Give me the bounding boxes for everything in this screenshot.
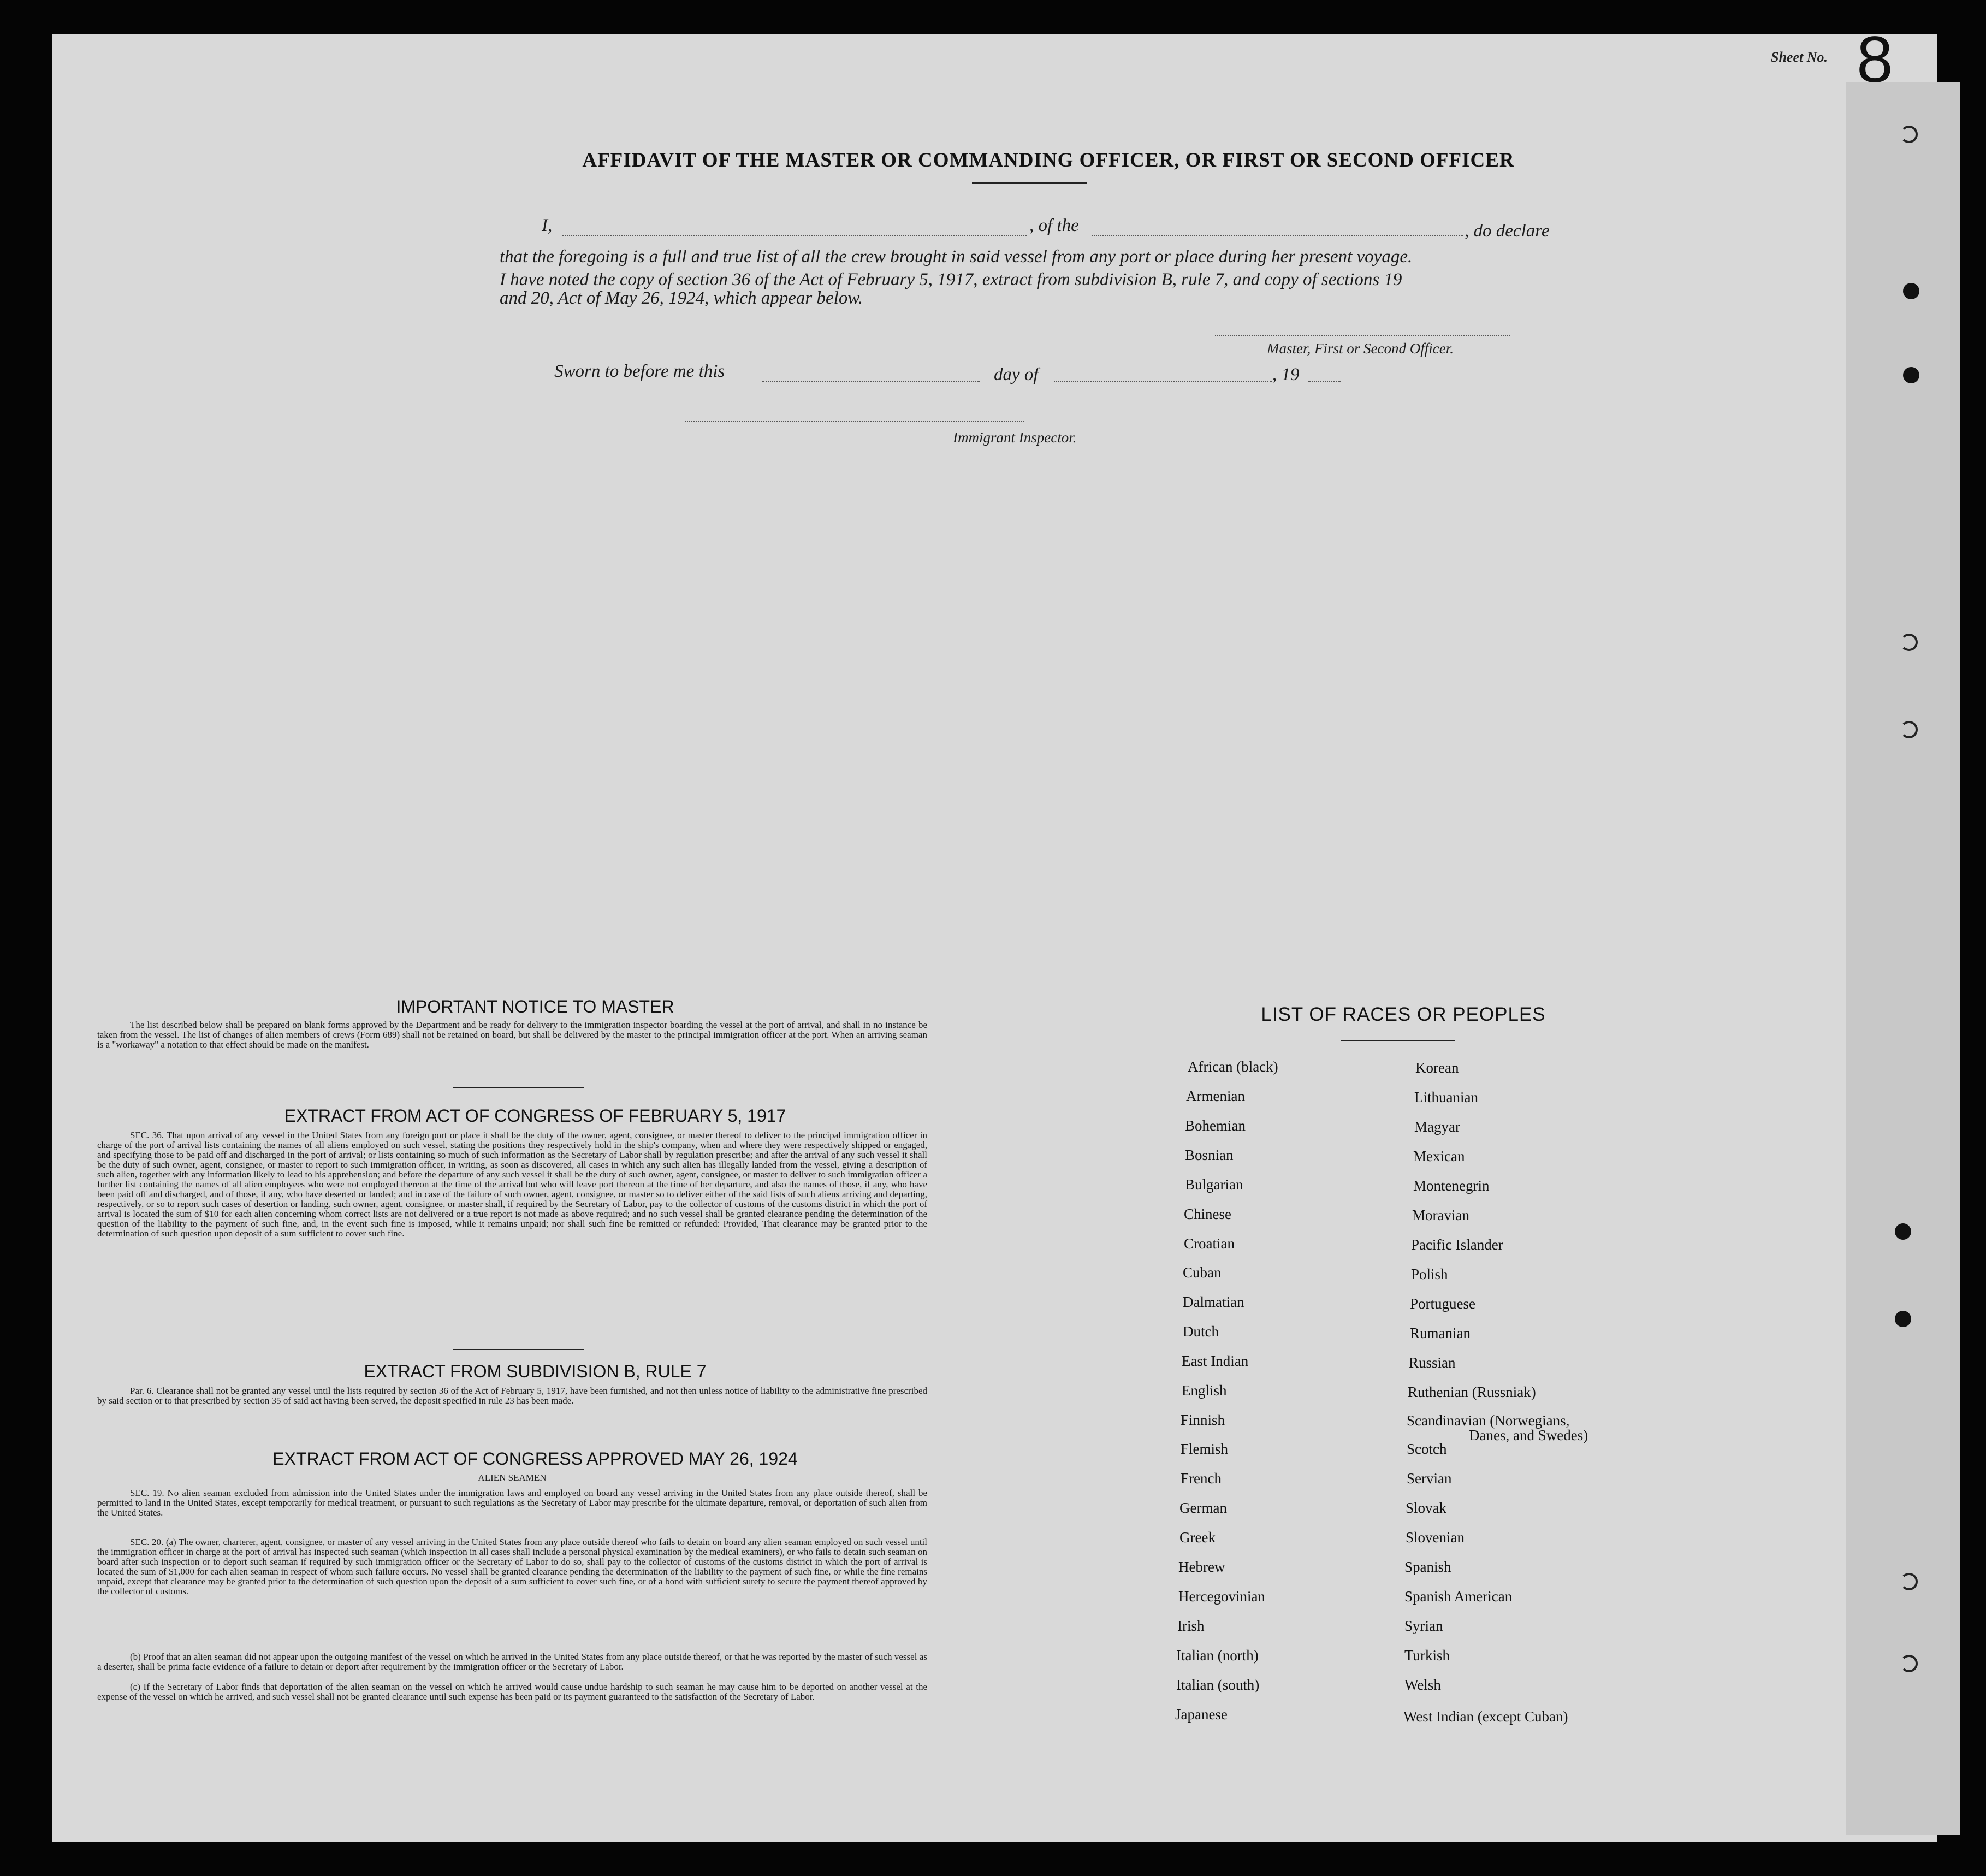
extract-1917-title: EXTRACT FROM ACT OF CONGRESS OF FEBRUARY 5, 1917 (284, 1106, 786, 1126)
race-item: Chinese (1184, 1206, 1231, 1222)
race-item: African (black) (1188, 1058, 1278, 1075)
race-item: German (1179, 1500, 1227, 1516)
affidavit-do-declare: , do declare (1465, 221, 1550, 241)
race-item: Mexican (1413, 1148, 1465, 1164)
race-item: Flemish (1181, 1441, 1229, 1457)
divider (453, 1087, 584, 1088)
race-item: Greek (1179, 1529, 1216, 1546)
race-item: Turkish (1404, 1647, 1450, 1664)
race-item: Dalmatian (1183, 1294, 1244, 1310)
punch-hole-icon (1903, 283, 1919, 299)
race-item: Bohemian (1185, 1117, 1246, 1134)
race-item: Polish (1411, 1266, 1448, 1282)
affidavit-of-the: , of the (1029, 216, 1079, 235)
race-item: Scotch (1407, 1441, 1447, 1457)
sworn-day-field[interactable] (762, 380, 980, 382)
race-item: French (1181, 1470, 1222, 1487)
affidavit-i: I, (542, 216, 553, 235)
race-item: Danes, and Swedes) (1469, 1427, 1588, 1443)
race-item: Russian (1409, 1354, 1456, 1371)
race-item: English (1182, 1382, 1227, 1399)
master-name-field[interactable] (562, 234, 1027, 236)
sworn-month-field[interactable] (1054, 380, 1272, 382)
punch-hole-icon (1895, 1311, 1911, 1327)
signature-label: Master, First or Second Officer. (1267, 340, 1454, 357)
sheet-number-value: 8 (1857, 23, 1893, 96)
extract-1924-title: EXTRACT FROM ACT OF CONGRESS APPROVED MAY 26, 1924 (272, 1449, 798, 1469)
race-item: Montenegrin (1413, 1177, 1490, 1194)
bleed-through-area (1201, 437, 1911, 1420)
race-item: Rumanian (1410, 1325, 1471, 1341)
signature-field[interactable] (1215, 334, 1510, 336)
sec-20a-body: SEC. 20. (a) The owner, charterer, agent, consignee, or master of any vessel arriving in the United States from any place outside thereof who fails to detain on board any alien seaman employed on such vessel until the immigration officer in charge at the port of arrival has inspected such seaman (which inspection in all cases shall include a personal physical examination by the medical examiners), or who fails to detain such seaman on board after such inspection or to deport such seaman if required by such immigration officer or the Secretary of Labor to do so, shall pay to the collector of customs of the customs district in which the port of arrival is located the sum of $1,000 for each alien seaman in respect of whom such failure occurs. No vessel shall be granted clearance pending the determination of the liability to the payment of such fine, or while the fine remains unpaid, except that clearance may be granted prior to the determination of such question upon the deposit of a sum sufficient to cover such fine, or of a bond with sufficient surety to secure the payment thereof approved by the collector of customs. (97, 1537, 927, 1596)
day-of-label: day of (994, 365, 1039, 384)
race-item: Bulgarian (1185, 1176, 1243, 1193)
race-item: Hebrew (1178, 1559, 1225, 1575)
race-item: Portuguese (1410, 1295, 1475, 1312)
punch-hole-icon (1900, 1573, 1918, 1590)
race-item: Ruthenian (Russniak) (1408, 1384, 1536, 1400)
affidavit-line-2: that the foregoing is a full and true list of all the crew brought in said vessel from any port or place during her present voyage. (500, 247, 1413, 267)
race-item: Cuban (1183, 1264, 1222, 1281)
race-item: Syrian (1404, 1618, 1443, 1634)
punch-hole-icon (1900, 126, 1918, 143)
race-item: Spanish (1404, 1559, 1451, 1575)
extract-1917-body: SEC. 36. That upon arrival of any vessel in the United States from any foreign port or place it shall be the duty of the owner, agent, consignee, or master thereof to deliver to the principal immigration officer in charge of the port of arrival lists containing the names of all aliens employed on such vessel, stating the positions they respectively hold in the ship's company, when and where they were respectively shipped or engaged, and specifying those to be paid off and discharged in the port of arrival; or lists containing so much of such information as the Secretary of Labor shall by regulation prescribe; and after the arrival of any such vessel it shall be the duty of such owner, agent, consignee, or master to report to such immigration officer, in writing, as soon as discovered, all cases in which any such alien has illegally landed from the vessel, giving a description of such alien, together with any information likely to lead to his apprehension; and before the departure of any such vessel it shall be the duty of such owner, agent, consignee, or master to deliver to such immigration officer a further list containing the names of all alien employees who were not employed thereon at the time of the arrival but who will leave port thereon at the time of her departure, and also the names of those, if any, who have been paid off and discharged, and of those, if any, who have deserted or landed; and in case of the failure of such owner, agent, consignee, or master so to deliver either of the said lists of such aliens arriving and departing, respectively, or so to report such cases of desertion or landing, such owner, agent, consignee, or master shall, if required by the Secretary of Labor, pay to the collector of customs of the customs district in which the port of arrival is located the sum of $10 for each alien concerning whom correct lists are not delivered or a true report is not made as above required; and no such vessel shall be granted clearance pending the determination of the question of the liability to the payment of such fine, and, in the event such fine is imposed, while it remains unpaid; nor shall such fine be remitted or refunded: Provided, That clearance may be granted prior to the determination of such question upon deposit of a sum sufficient to cover such fine. (97, 1130, 927, 1239)
race-item: Slovak (1406, 1500, 1447, 1516)
sworn-year-field[interactable] (1308, 380, 1341, 382)
punch-hole-icon (1900, 721, 1918, 738)
affidavit-title: AFFIDAVIT OF THE MASTER OR COMMANDING OFFICER, OR FIRST OR SECOND OFFICER (582, 149, 1515, 171)
divider (453, 1349, 584, 1350)
race-item: Spanish American (1404, 1588, 1513, 1605)
sec-19-body: SEC. 19. No alien seaman excluded from admission into the United States under the immigration laws and employed on board any vessel arriving in the United States from any place outside thereof, shall be permitted to land in the United States, except temporarily for medical treatment, or pursuant to such regulations as the Secretary of Labor may prescribe for the ultimate departure, removal, or deportation of such alien from the United States. (97, 1488, 927, 1518)
inspector-signature-field[interactable] (685, 419, 1024, 422)
race-item: Scandinavian (Norwegians, (1407, 1412, 1570, 1429)
punch-hole-icon (1900, 1655, 1918, 1672)
subdivision-b-body: Par. 6. Clearance shall not be granted any vessel until the lists required by section 36 of the Act of February 5, 1917, have been furnished, and not then unless notice of liability to the administrative fine prescribed by said section or to that prescribed by section 35 of said act having been served, the deposit specified in rule 23 has been made. (97, 1386, 927, 1406)
subdivision-b-title: EXTRACT FROM SUBDIVISION B, RULE 7 (364, 1362, 707, 1381)
sheet-number-label: Sheet No. (1771, 49, 1828, 65)
race-item: Italian (south) (1176, 1677, 1260, 1693)
punch-hole-icon (1895, 1223, 1911, 1240)
race-item: Irish (1177, 1618, 1205, 1634)
race-item: Slovenian (1406, 1529, 1465, 1546)
sworn-label: Sworn to before me this (554, 362, 725, 381)
divider (1341, 1040, 1455, 1041)
races-title: LIST OF RACES OR PEOPLES (1261, 1004, 1546, 1025)
race-item: Korean (1415, 1060, 1459, 1076)
affidavit-line-4: and 20, Act of May 26, 1924, which appear below. (500, 288, 863, 308)
notice-title: IMPORTANT NOTICE TO MASTER (396, 997, 674, 1016)
race-item: Lithuanian (1414, 1089, 1478, 1105)
race-item: Dutch (1183, 1323, 1219, 1340)
race-item: East Indian (1182, 1353, 1249, 1369)
affidavit-line-3: I have noted the copy of section 36 of the Act of February 5, 1917, extract from subdivision B, rule 7, and copy of sections 19 (500, 270, 1402, 289)
race-item: Japanese (1175, 1706, 1228, 1723)
race-item: Hercegovinian (1178, 1588, 1265, 1605)
race-item: Croatian (1184, 1235, 1235, 1252)
year-label: , 19 (1272, 365, 1300, 384)
inspector-label: Immigrant Inspector. (953, 429, 1077, 446)
race-item: Italian (north) (1176, 1647, 1259, 1664)
race-item: Servian (1407, 1470, 1452, 1487)
punch-hole-icon (1900, 634, 1918, 651)
race-item: Magyar (1414, 1119, 1460, 1135)
title-underline (972, 182, 1087, 184)
sec-20c-body: (c) If the Secretary of Labor finds that deportation of the alien seaman on the vessel on which he arrived would cause undue hardship to such seaman he may cause him to be deported on another vessel at the expense of the vessel on which he arrived, and such vessel shall not be granted clearance until such expense has been paid or its payment guaranteed to the satisfaction of the Secretary of Labor. (97, 1682, 927, 1702)
alien-seamen-subtitle: ALIEN SEAMEN (478, 1472, 547, 1483)
race-item: Moravian (1412, 1207, 1469, 1223)
race-item: West Indian (except Cuban) (1403, 1708, 1568, 1725)
notice-body: The list described below shall be prepared on blank forms approved by the Department and be ready for delivery to the immigration inspector boarding the vessel at the port of arrival, and shall in no instance be taken from the vessel. The list of changes of alien members of crews (Form 689) shall not be retained on board, but shall be delivered by the master to the principal immigration officer at the port. When an arriving seaman is a "workaway" a notation to that effect should be made on the manifest. (97, 1020, 927, 1050)
race-item: Bosnian (1185, 1147, 1234, 1163)
punch-hole-icon (1903, 367, 1919, 383)
vessel-name-field[interactable] (1092, 234, 1463, 236)
race-item: Armenian (1186, 1088, 1245, 1104)
race-item: Pacific Islander (1411, 1236, 1503, 1253)
race-item: Finnish (1181, 1412, 1225, 1428)
race-item: Welsh (1404, 1677, 1441, 1693)
sec-20b-body: (b) Proof that an alien seaman did not appear upon the outgoing manifest of the vessel on which he arrived in the United States from any place outside thereof, or that he was reported by the master of such vessel as a deserter, shall be prima facie evidence of a failure to detain or deport after requirement by the immigration officer or the Secretary of Labor. (97, 1652, 927, 1672)
